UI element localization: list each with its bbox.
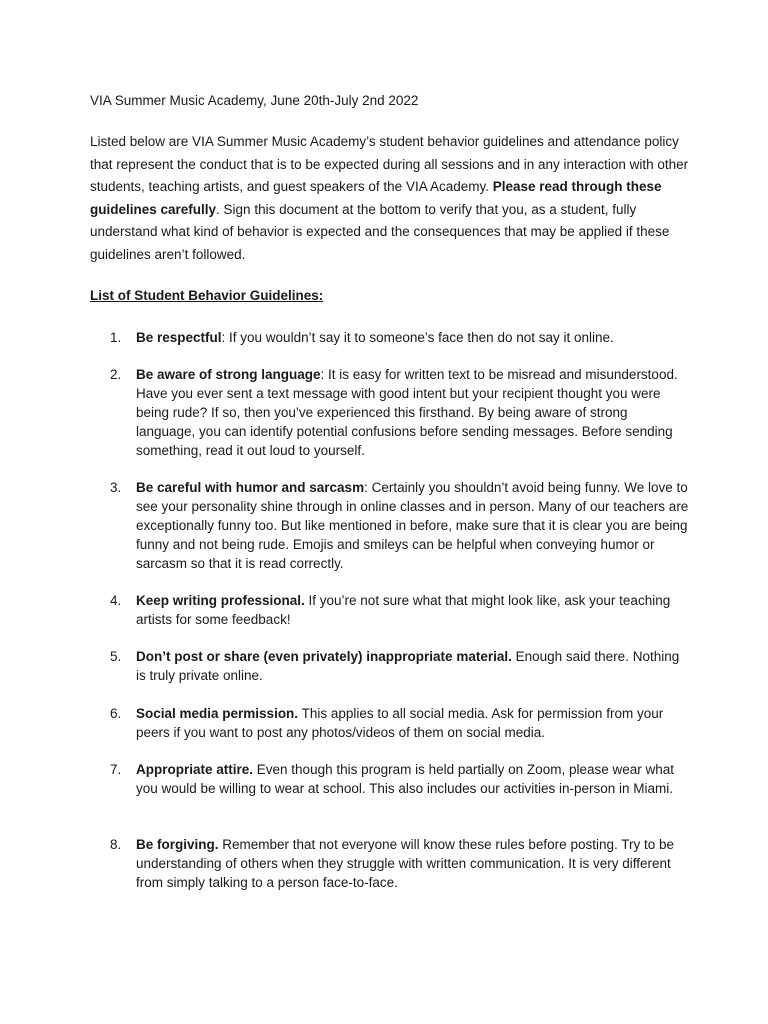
intro-text-part1: Listed below are VIA Summer Music Academy’s student behavior guidelines and attendance policy that represent the conduct that is to be expected during all sessions and in any interaction with other students, teaching artists, and guest speakers of the VIA Academy. <box>90 134 689 195</box>
list-item-number: 1. <box>110 330 122 345</box>
list-item-content <box>136 592 690 630</box>
list-item-term: Be respectful <box>136 330 222 345</box>
guidelines-section-title: List of Student Behavior Guidelines: <box>90 288 324 303</box>
list-item-term: Be aware of strong language <box>136 367 321 382</box>
document-heading: VIA Summer Music Academy, June 20th-July 2nd 2022 <box>90 93 419 108</box>
list-item <box>110 479 690 574</box>
list-item-number: 2. <box>110 367 122 382</box>
list-item-number: 4. <box>110 593 122 608</box>
list-item-number: 6. <box>110 706 122 721</box>
list-item-term: Be forgiving. <box>136 837 219 852</box>
list-item-text: If you’re not sure what that might look like, ask your teaching artists for some feedback! <box>136 593 671 627</box>
list-item-content <box>136 329 690 348</box>
list-item-number: 8. <box>110 837 122 852</box>
list-item <box>110 705 690 743</box>
list-item-term: Social media permission. <box>136 706 299 721</box>
list-item-content <box>136 705 690 743</box>
list-item-content <box>136 479 690 574</box>
list-item <box>110 592 690 630</box>
list-item <box>110 366 690 461</box>
list-item-term: Appropriate attire. <box>136 762 254 777</box>
list-item-number: 5. <box>110 649 122 664</box>
list-item-text: Remember that not everyone will know these rules before posting. Try to be understanding of others when they struggle with written communication. It is very different from simply talking to a person face-to-face. <box>136 837 674 890</box>
list-item-text: : Certainly you shouldn’t avoid being funny. We love to see your personality shine through in online classes and in person. Many of our teachers are exceptionally funny too. But like mentioned in before, make sure that it is clear you are being funny and not being rude. Emojis and smileys can be helpful when conveying humor or sarcasm so that it is read correctly. <box>136 480 689 571</box>
list-item-term: Keep writing professional. <box>136 593 305 608</box>
list-item-term: Don’t post or share (even privately) inappropriate material. <box>136 649 512 664</box>
list-item-text: : It is easy for written text to be misread and misunderstood. Have you ever sent a text message with good intent but your recipient thought you were being rude? If so, then you’ve experienced this firsthand. By being aware of strong language, you can identify potential confusions before sending messages. Before sending something, read it out loud to yourself. <box>136 367 678 458</box>
list-item-content <box>136 366 690 461</box>
list-item <box>110 761 690 799</box>
list-item <box>110 648 690 686</box>
list-item-text: Enough said there. Nothing is truly private online. <box>136 649 680 683</box>
list-item-content <box>136 761 690 799</box>
intro-bold-text: Please read through these guidelines carefully <box>90 179 662 217</box>
list-item-number: 3. <box>110 480 122 495</box>
list-item-term: Be careful with humor and sarcasm <box>136 480 365 495</box>
list-item-content <box>136 648 690 686</box>
intro-text-part2: . Sign this document at the bottom to verify that you, as a student, fully understand what kind of behavior is expected and the consequences that may be applied if these guidelines aren’t followed. <box>90 201 670 262</box>
list-item-number: 7. <box>110 762 122 777</box>
list-item-text: This applies to all social media. Ask for permission from your peers if you want to post any photos/videos of them on social media. <box>136 706 664 740</box>
list-item-text: Even though this program is held partially on Zoom, please wear what you would be willing to wear at school. This also includes our activities in-person in Miami. <box>136 762 675 796</box>
list-item <box>110 329 690 348</box>
list-item-content <box>136 836 690 893</box>
list-item-text: : If you wouldn’t say it to someone’s face then do not say it online. <box>221 330 614 345</box>
list-item <box>110 836 690 893</box>
